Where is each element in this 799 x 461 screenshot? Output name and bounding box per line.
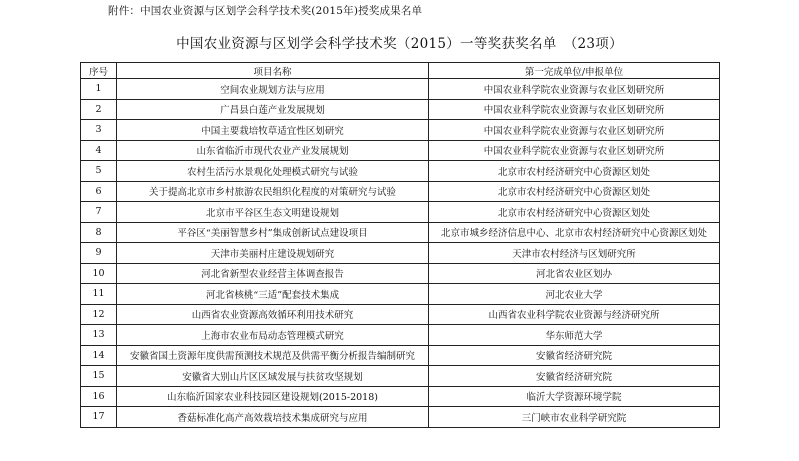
- table-row: [81, 181, 720, 202]
- cell-unit: 中国农业科学院农业资源与农业区划研究所: [429, 99, 720, 120]
- cell-project: 关于提高北京市乡村旅游农民组织化程度的对策研究与试验: [117, 181, 429, 202]
- table-row: [81, 304, 720, 325]
- cell-project: 河北省核桃“三适”配套技术集成: [117, 284, 429, 305]
- table-row: [81, 222, 720, 243]
- cell-no: 8: [81, 222, 117, 243]
- cell-no: 13: [81, 325, 117, 346]
- cell-project: 农村生活污水景观化处理模式研究与试验: [117, 161, 429, 182]
- cell-project: 空间农业规划方法与应用: [117, 79, 429, 100]
- cell-unit: 临沂大学资源环境学院: [429, 386, 720, 407]
- cell-no: 7: [81, 202, 117, 223]
- cell-no: 2: [81, 99, 117, 120]
- cell-unit: 山西省农业科学院农业资源与经济研究所: [429, 304, 720, 325]
- cell-project: 安徽省大别山片区区域发展与扶贫攻坚规划: [117, 366, 429, 387]
- cell-project: 河北省新型农业经营主体调查报告: [117, 263, 429, 284]
- cell-no: 15: [81, 366, 117, 387]
- award-table: [80, 62, 720, 428]
- cell-project: 山东临沂国家农业科技园区建设规划(2015-2018): [117, 386, 429, 407]
- table-row: [81, 345, 720, 366]
- cell-no: 12: [81, 304, 117, 325]
- cell-project: 山西省农业资源高效循环利用技术研究: [117, 304, 429, 325]
- cell-unit: 北京市农村经济研究中心资源区划处: [429, 161, 720, 182]
- cell-project: 上海市农业布局动态管理模式研究: [117, 325, 429, 346]
- table-row: [81, 120, 720, 141]
- cell-unit: 河北省农业区划办: [429, 263, 720, 284]
- cell-unit: 中国农业科学院农业资源与农业区划研究所: [429, 120, 720, 141]
- cell-no: 4: [81, 140, 117, 161]
- attachment-caption: 附件：中国农业资源与区划学会科学技术奖(2015年)授奖成果名单: [108, 5, 423, 17]
- document-title: 中国农业资源与区划学会科学技术奖（2015）一等奖获奖名单 （23项）: [176, 36, 623, 52]
- table-row: [81, 366, 720, 387]
- column-header-project: 项目名称: [117, 63, 429, 79]
- column-header-no: 序号: [81, 63, 117, 79]
- cell-project: 中国主要栽培牧草适宜性区划研究: [117, 120, 429, 141]
- cell-no: 9: [81, 243, 117, 264]
- cell-no: 14: [81, 345, 117, 366]
- cell-project: 香菇标准化高产高效栽培技术集成研究与应用: [117, 407, 429, 428]
- cell-no: 5: [81, 161, 117, 182]
- cell-unit: 天津市农村经济与区划研究所: [429, 243, 720, 264]
- column-header-unit: 第一完成单位/申报单位: [429, 63, 720, 79]
- table-row: [81, 284, 720, 305]
- cell-unit: 安徽省经济研究院: [429, 366, 720, 387]
- cell-unit: 河北农业大学: [429, 284, 720, 305]
- cell-no: 16: [81, 386, 117, 407]
- table-row: [81, 407, 720, 428]
- cell-project: 山东省临沂市现代农业产业发展规划: [117, 140, 429, 161]
- cell-no: 3: [81, 120, 117, 141]
- cell-unit: 三门峡市农业科学研究院: [429, 407, 720, 428]
- cell-unit: 北京市农村经济研究中心资源区划处: [429, 181, 720, 202]
- cell-unit: 中国农业科学院农业资源与农业区划研究所: [429, 79, 720, 100]
- cell-project: 北京市平谷区生态文明建设规划: [117, 202, 429, 223]
- cell-no: 11: [81, 284, 117, 305]
- table-row: [81, 161, 720, 182]
- cell-unit: 安徽省经济研究院: [429, 345, 720, 366]
- table-row: [81, 99, 720, 120]
- table-row: [81, 386, 720, 407]
- table-row: [81, 140, 720, 161]
- cell-no: 17: [81, 407, 117, 428]
- cell-unit: 华东师范大学: [429, 325, 720, 346]
- cell-unit: 中国农业科学院农业资源与农业区划研究所: [429, 140, 720, 161]
- cell-unit: 北京市农村经济研究中心资源区划处: [429, 202, 720, 223]
- cell-no: 10: [81, 263, 117, 284]
- cell-unit: 北京市城乡经济信息中心、北京市农村经济研究中心资源区划处: [429, 222, 720, 243]
- cell-project: 广昌县白莲产业发展规划: [117, 99, 429, 120]
- cell-project: 天津市美丽村庄建设规划研究: [117, 243, 429, 264]
- table-row: [81, 202, 720, 223]
- cell-no: 1: [81, 79, 117, 100]
- cell-no: 6: [81, 181, 117, 202]
- table-row: [81, 243, 720, 264]
- cell-project: 安徽省国土资源年度供需预测技术规范及供需平衡分析报告编制研究: [117, 345, 429, 366]
- table-row: [81, 79, 720, 100]
- cell-project: 平谷区“美丽智慧乡村”集成创新试点建设项目: [117, 222, 429, 243]
- table-row: [81, 263, 720, 284]
- table-row: [81, 325, 720, 346]
- table-header-row: [81, 63, 720, 79]
